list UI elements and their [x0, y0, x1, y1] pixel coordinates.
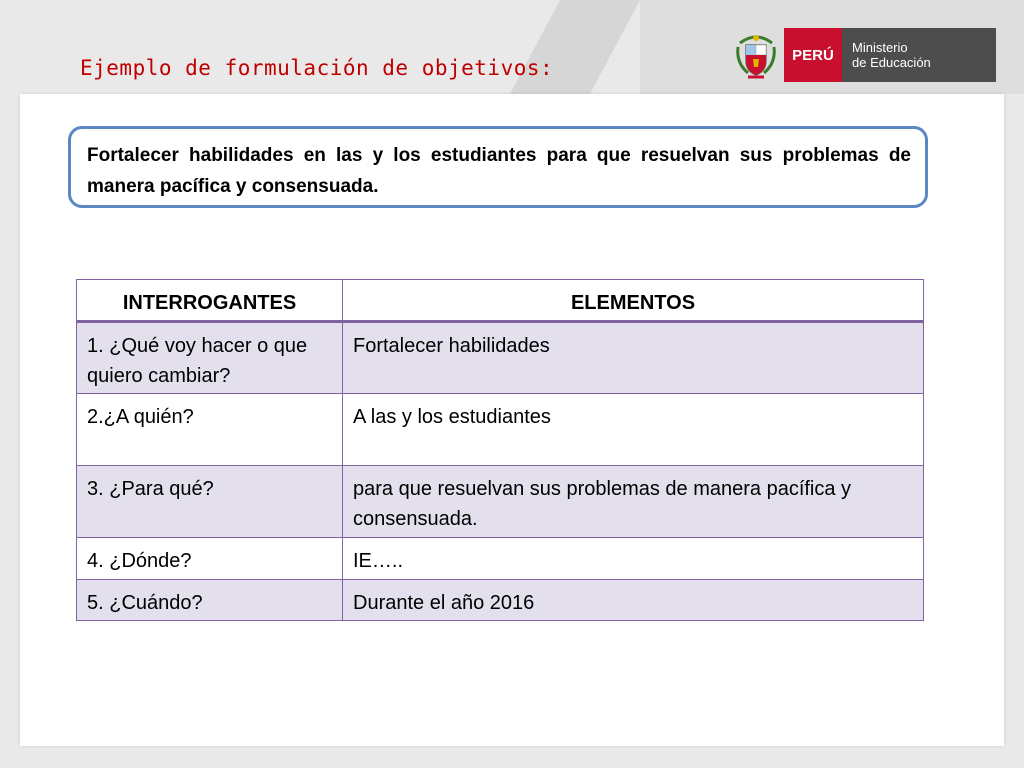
table-row	[77, 580, 924, 621]
minedu-logo	[732, 28, 996, 82]
ministry-label	[842, 28, 996, 82]
header-elementos: ELEMENTOS	[343, 280, 924, 322]
ministry-line-1: Ministerio	[852, 40, 908, 55]
objective-statement: Fortalecer habilidades en las y los estudiantes para que resuelvan sus problemas de manera pacífica y consensuada.	[68, 126, 928, 208]
element-cell: IE…..	[343, 538, 924, 580]
peru-label: PERÚ	[784, 28, 842, 82]
question-cell: 2.¿A quién?	[77, 394, 343, 466]
ministry-line-2: de Educación	[852, 55, 931, 70]
table-row	[77, 538, 924, 580]
element-cell: Durante el año 2016	[343, 580, 924, 621]
question-cell: 5. ¿Cuándo?	[77, 580, 343, 621]
element-cell: A las y los estudiantes	[343, 394, 924, 466]
table-header-row	[77, 280, 924, 322]
header-interrogantes: INTERROGANTES	[77, 280, 343, 322]
table-row	[77, 394, 924, 466]
table-row	[77, 322, 924, 394]
table-row	[77, 466, 924, 538]
element-cell: para que resuelvan sus problemas de manera pacífica y consensuada.	[343, 466, 924, 538]
peru-coat-of-arms-icon	[732, 28, 780, 82]
element-cell: Fortalecer habilidades	[343, 322, 924, 394]
slide-heading: Ejemplo de formulación de objetivos:	[80, 56, 554, 80]
question-cell: 1. ¿Qué voy hacer o que quiero cambiar?	[77, 322, 343, 394]
question-cell: 4. ¿Dónde?	[77, 538, 343, 580]
question-cell: 3. ¿Para qué?	[77, 466, 343, 538]
objective-elements-table	[76, 279, 924, 621]
